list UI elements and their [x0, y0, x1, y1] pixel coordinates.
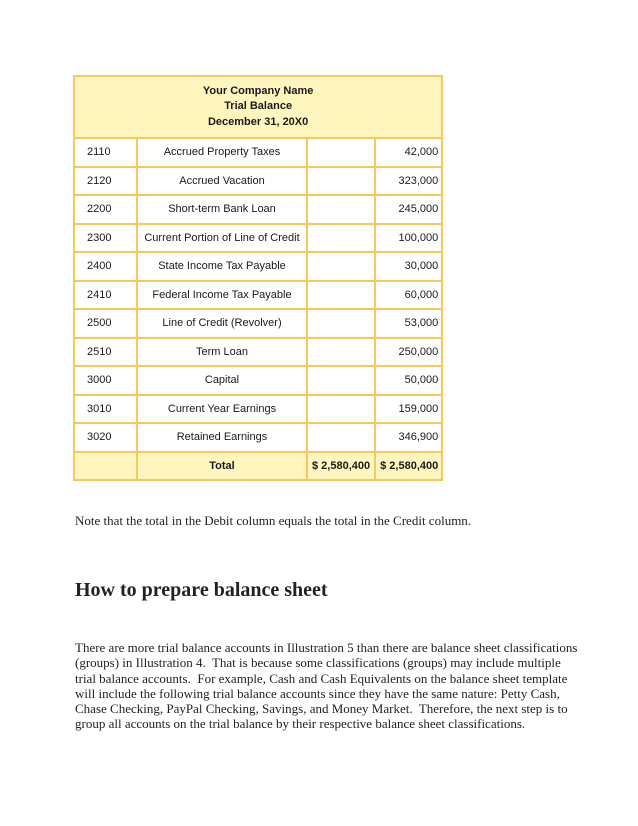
table-row — [74, 338, 442, 367]
account-name: Current Year Earnings — [137, 395, 307, 424]
debit-amount — [307, 281, 375, 310]
table-row — [74, 395, 442, 424]
debit-credit-note: Note that the total in the Debit column equals the total in the Credit column. — [75, 513, 472, 528]
table-row — [74, 167, 442, 196]
table-row — [74, 195, 442, 224]
total-row — [74, 452, 442, 481]
body-paragraph — [75, 640, 578, 732]
report-date: December 31, 20X0 — [207, 115, 309, 128]
account-name: State Income Tax Payable — [137, 252, 307, 281]
account-number: 2110 — [74, 138, 137, 167]
debit-amount — [307, 138, 375, 167]
paragraph-line: There are more trial balance accounts in Illustration 5 than there are balance sheet classifications — [75, 640, 578, 655]
account-name: Current Portion of Line of Credit — [137, 224, 307, 253]
account-number: 2300 — [74, 224, 137, 253]
section-heading: How to prepare balance sheet — [75, 579, 328, 601]
account-number: 2120 — [74, 167, 137, 196]
account-name: Line of Credit (Revolver) — [137, 309, 307, 338]
account-name: Capital — [137, 366, 307, 395]
table-row — [74, 309, 442, 338]
paragraph-line: trial balance accounts. For example, Cash and Cash Equivalents on the balance sheet template — [75, 670, 568, 686]
debit-amount — [307, 338, 375, 367]
trial-balance-table — [73, 75, 443, 481]
debit-amount — [307, 167, 375, 196]
trial-balance-header — [74, 76, 442, 138]
account-number: 2400 — [74, 252, 137, 281]
debit-amount — [307, 423, 375, 452]
debit-amount — [307, 395, 375, 424]
credit-amount: 250,000 — [375, 338, 442, 367]
account-name: Term Loan — [137, 338, 307, 367]
debit-amount — [307, 309, 375, 338]
account-name: Short-term Bank Loan — [137, 195, 307, 224]
report-title: Trial Balance — [224, 100, 293, 113]
debit-amount — [307, 195, 375, 224]
table-row — [74, 252, 442, 281]
account-number: 2500 — [74, 309, 137, 338]
table-row — [74, 423, 442, 452]
account-number: 3020 — [74, 423, 137, 452]
debit-amount — [307, 252, 375, 281]
credit-amount: 323,000 — [375, 167, 442, 196]
table-row — [74, 224, 442, 253]
paragraph-line: (groups) in Illustration 4. That is because some classifications (groups) may include multiple — [75, 655, 561, 671]
total-debit: $ 2,580,400 — [307, 452, 375, 481]
trial-balance-body — [74, 76, 442, 480]
credit-amount: 60,000 — [375, 281, 442, 310]
company-name: Your Company Name — [202, 84, 314, 97]
table-row — [74, 138, 442, 167]
paragraph-line: will include the following trial balance accounts since they have the same nature: Petty Cash, — [75, 685, 560, 701]
credit-amount: 30,000 — [375, 252, 442, 281]
account-number: 2510 — [74, 338, 137, 367]
account-name: Accrued Vacation — [137, 167, 307, 196]
credit-amount: 42,000 — [375, 138, 442, 167]
table-row — [74, 366, 442, 395]
credit-amount: 346,900 — [375, 423, 442, 452]
account-number: 3010 — [74, 395, 137, 424]
total-label: Total — [137, 452, 307, 481]
debit-amount — [307, 224, 375, 253]
debit-amount — [307, 366, 375, 395]
account-number: 2410 — [74, 281, 137, 310]
paragraph-line: Chase Checking, PayPal Checking, Savings, and Money Market. Therefore, the next step is to — [75, 701, 568, 717]
account-name: Accrued Property Taxes — [137, 138, 307, 167]
account-number: 3000 — [74, 366, 137, 395]
credit-amount: 53,000 — [375, 309, 442, 338]
credit-amount: 159,000 — [375, 395, 442, 424]
credit-amount: 100,000 — [375, 224, 442, 253]
total-credit: $ 2,580,400 — [375, 452, 442, 481]
credit-amount: 245,000 — [375, 195, 442, 224]
paragraph-line: group all accounts on the trial balance by their respective balance sheet classifications. — [75, 716, 526, 732]
table-row — [74, 281, 442, 310]
trial-balance-header-row — [74, 76, 442, 138]
credit-amount: 50,000 — [375, 366, 442, 395]
account-number: 2200 — [74, 195, 137, 224]
account-name: Retained Earnings — [137, 423, 307, 452]
account-name: Federal Income Tax Payable — [137, 281, 307, 310]
total-empty-cell — [74, 452, 137, 481]
